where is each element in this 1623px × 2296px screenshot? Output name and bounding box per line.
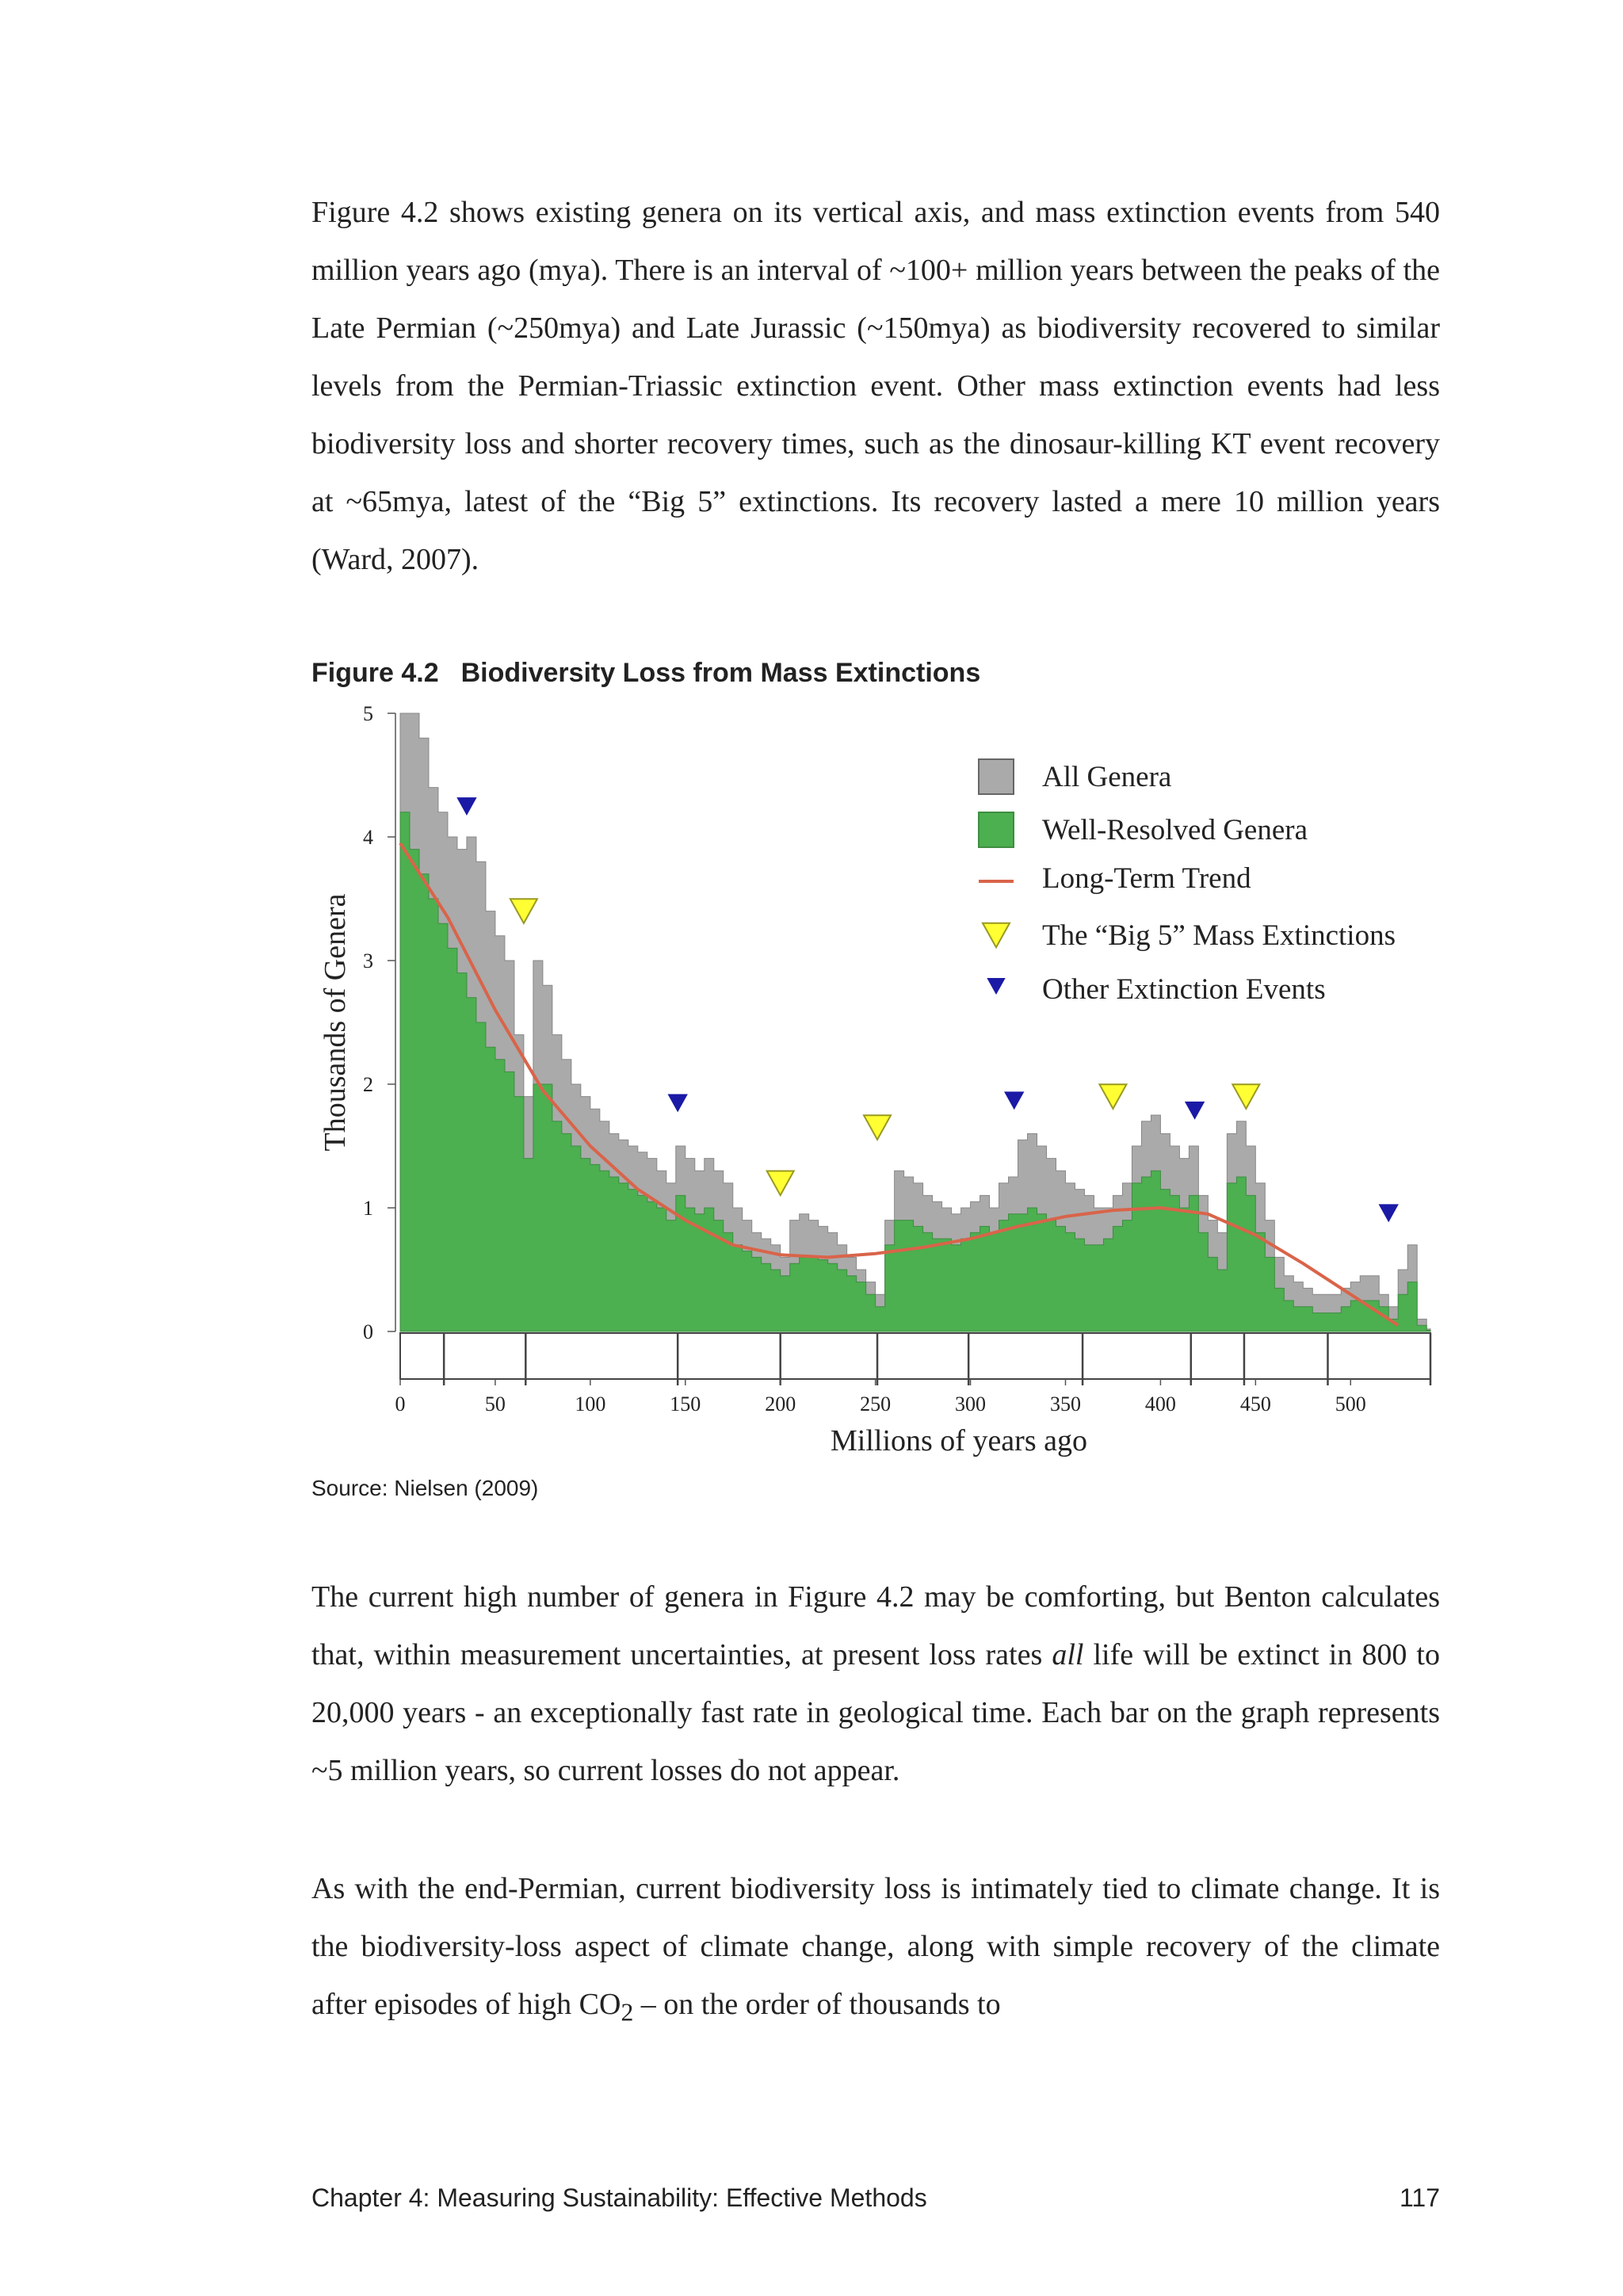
figure-caption xyxy=(311,658,980,689)
paragraph2-emphasis: all xyxy=(1052,1638,1084,1671)
paragraph3-subscript: 2 xyxy=(621,1998,634,2027)
legend-label: All Genera xyxy=(1042,761,1172,793)
y-tick-label: 0 xyxy=(363,1320,373,1343)
big5-extinction-marker xyxy=(510,899,537,923)
legend-swatch-well-resolved xyxy=(979,812,1014,847)
other-extinction-marker xyxy=(1186,1102,1204,1118)
x-tick-label: 400 xyxy=(1144,1392,1176,1415)
period-strip xyxy=(400,1333,1430,1379)
legend-swatch-all-genera xyxy=(979,759,1014,794)
body-paragraph-3 xyxy=(311,1860,1440,2042)
y-tick-label: 4 xyxy=(363,826,373,849)
x-tick-label: 450 xyxy=(1239,1392,1271,1415)
other-extinction-marker xyxy=(669,1095,686,1111)
other-extinction-marker xyxy=(458,798,475,814)
x-tick-label: 200 xyxy=(765,1392,796,1415)
x-tick-label: 0 xyxy=(395,1392,406,1415)
intro-paragraph: Figure 4.2 shows existing genera on its vertical axis, and mass extinction events from 540 million years ago (mya). There is an interval of ~100+ million years between the peaks of the Late Permian (~250mya) and Late Jurassic (~150mya) as biodiversity recovered to similar levels from the Permian-Triassic extinction event. Other mass extinction events had less biodiversity loss and shorter recovery times, such as the dinosaur-killing KT event recovery at ~65mya, latest of the “Big 5” extinctions. Its recovery lasted a mere 10 million years (Ward, 2007). xyxy=(311,196,1440,576)
y-axis-label: Thousands of Genera xyxy=(319,893,352,1152)
biodiversity-chart xyxy=(301,697,1450,1474)
footer-chapter: Chapter 4: Measuring Sustainability: Effective Methods xyxy=(311,2183,927,2212)
big5-extinction-marker xyxy=(864,1115,891,1140)
figure-number: Figure 4.2 xyxy=(311,658,439,688)
legend-label: Long-Term Trend xyxy=(1042,862,1251,895)
big5-extinction-marker xyxy=(1099,1084,1126,1109)
x-axis-label: Millions of years ago xyxy=(830,1424,1088,1457)
figure-source: Source: Nielsen (2009) xyxy=(311,1476,539,1500)
y-tick-label: 1 xyxy=(363,1197,373,1220)
figure-title: Biodiversity Loss from Mass Extinctions xyxy=(460,658,981,688)
legend-label: The “Big 5” Mass Extinctions xyxy=(1042,919,1396,952)
big5-extinction-marker xyxy=(1232,1084,1259,1109)
x-tick-label: 300 xyxy=(955,1392,987,1415)
legend-label: Well-Resolved Genera xyxy=(1042,814,1308,846)
legend-swatch-big5 xyxy=(983,923,1010,948)
y-tick-label: 2 xyxy=(363,1073,373,1096)
x-tick-label: 350 xyxy=(1049,1392,1081,1415)
paragraph3-text-before: As with the end-Permian, current biodiversity loss is intimately tied to climate change. It is the biodiversity-loss aspect of climate change, along with simple recovery of the climate after episodes of high CO xyxy=(311,1872,1440,2021)
body-paragraph-2 xyxy=(311,1568,1440,1800)
x-tick-label: 250 xyxy=(860,1392,892,1415)
big5-extinction-marker xyxy=(767,1171,794,1196)
paragraph2-text-after: life will be extinct in 800 to 20,000 years - an exceptionally fast rate in geological time. Each bar on the graph represents ~5 million years, so current losses do not appear. xyxy=(311,1638,1440,1787)
paragraph2-text-before: The current high number of genera in Figure 4.2 may be comforting, but Benton calculates that, within measurement uncertainties, at present loss rates xyxy=(311,1580,1440,1671)
page-footer xyxy=(311,2183,1440,2213)
legend-swatch-other xyxy=(988,979,1004,993)
x-tick-label: 100 xyxy=(575,1392,606,1415)
y-tick-label: 3 xyxy=(363,949,373,972)
paragraph3-text-after: – on the order of thousands to xyxy=(633,1988,1001,2021)
y-tick-label: 5 xyxy=(363,702,373,725)
legend-label: Other Extinction Events xyxy=(1042,973,1326,1006)
page-number: 117 xyxy=(1399,2183,1440,2212)
other-extinction-marker xyxy=(1380,1205,1397,1221)
x-tick-label: 50 xyxy=(484,1392,506,1415)
x-tick-label: 150 xyxy=(670,1392,701,1415)
x-tick-label: 500 xyxy=(1335,1392,1366,1415)
other-extinction-marker xyxy=(1006,1092,1023,1108)
